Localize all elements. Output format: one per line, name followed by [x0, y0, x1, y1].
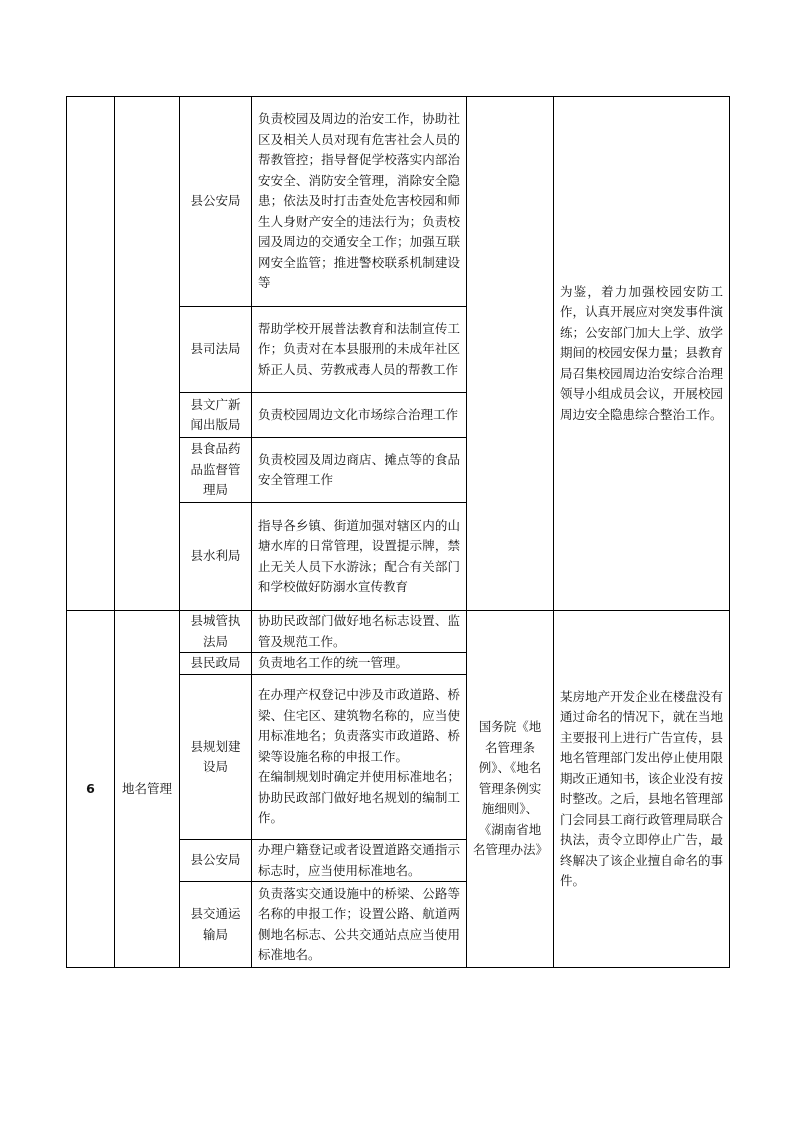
duty-cell: 负责落实交通设施中的桥梁、公路等名称的申报工作；设置公路、航道两侧地名标志、公共交通站点应当使用标准地名。 [252, 882, 467, 968]
dept-cell: 县司法局 [180, 307, 252, 393]
dept-cell: 县规划建设局 [180, 675, 252, 840]
duty-cell: 负责校园及周边的治安工作，协助社区及相关人员对现有危害社会人员的帮教管控；指导督促学校落实内部治安安全、消防安全管理，消除安全隐患；依法及时打击查处危害校园和师生人身财产安全的违法行为；负责校园及周边的交通安全工作；加强互联网安全监管；推进警校联系机制建设等 [252, 97, 467, 307]
table-row [67, 97, 730, 307]
dept-cell: 县交通运输局 [180, 882, 252, 968]
dept-cell: 县公安局 [180, 97, 252, 307]
dept-cell: 县民政局 [180, 653, 252, 675]
number-cell-continued [67, 97, 115, 611]
table-row [67, 611, 730, 653]
law-cell-continued [467, 97, 554, 611]
duty-cell: 协助民政部门做好地名标志设置、监管及规范工作。 [252, 611, 467, 653]
item-cell-continued [115, 97, 180, 611]
duty-cell: 负责校园及周边商店、摊点等的食品安全管理工作 [252, 438, 467, 503]
duty-cell: 负责校园周边文化市场综合治理工作 [252, 393, 467, 438]
responsibility-table [66, 96, 730, 968]
item-number: 6 [67, 611, 115, 968]
duty-cell: 办理户籍登记或者设置道路交通指示标志时，应当使用标准地名。 [252, 840, 467, 882]
item-name: 地名管理 [115, 611, 180, 968]
duty-cell: 指导各乡镇、街道加强对辖区内的山塘水库的日常管理，设置提示牌，禁止无关人员下水游泳；配合有关部门和学校做好防溺水宣传教育 [252, 503, 467, 611]
law-cell: 国务院《地名管理条例》、《地名管理条例实施细则》、《湖南省地名管理办法》 [467, 611, 554, 968]
duty-cell: 帮助学校开展普法教育和法制宣传工作；负责对在本县服刑的未成年社区矫正人员、劳教戒毒人员的帮教工作 [252, 307, 467, 393]
dept-cell: 县城管执法局 [180, 611, 252, 653]
case-cell: 为鉴，着力加强校园安防工作，认真开展应对突发事件演练；公安部门加大上学、放学期间的校园安保力量；县教育局召集校园周边治安综合治理领导小组成员会议，开展校园周边安全隐患综合整治工作。 [554, 97, 730, 611]
dept-cell: 县文广新闻出版局 [180, 393, 252, 438]
dept-cell: 县食品药品监督管理局 [180, 438, 252, 503]
case-cell: 某房地产开发企业在楼盘没有通过命名的情况下，就在当地主要报刊上进行广告宣传，县地名管理部门发出停止使用限期改正通知书，该企业没有按时整改。之后，县地名管理部门会同县工商行政管理局联合执法，责令立即停止广告，最终解决了该企业擅自命名的事件。 [554, 611, 730, 968]
duty-cell: 在办理产权登记中涉及市政道路、桥梁、住宅区、建筑物名称的，应当使用标准地名；负责落实市政道路、桥梁等设施名称的申报工作。 在编制规划时确定并使用标准地名；协助民政部门做好地名规划的编制工作。 [252, 675, 467, 840]
dept-cell: 县公安局 [180, 840, 252, 882]
duty-cell: 负责地名工作的统一管理。 [252, 653, 467, 675]
dept-cell: 县水利局 [180, 503, 252, 611]
